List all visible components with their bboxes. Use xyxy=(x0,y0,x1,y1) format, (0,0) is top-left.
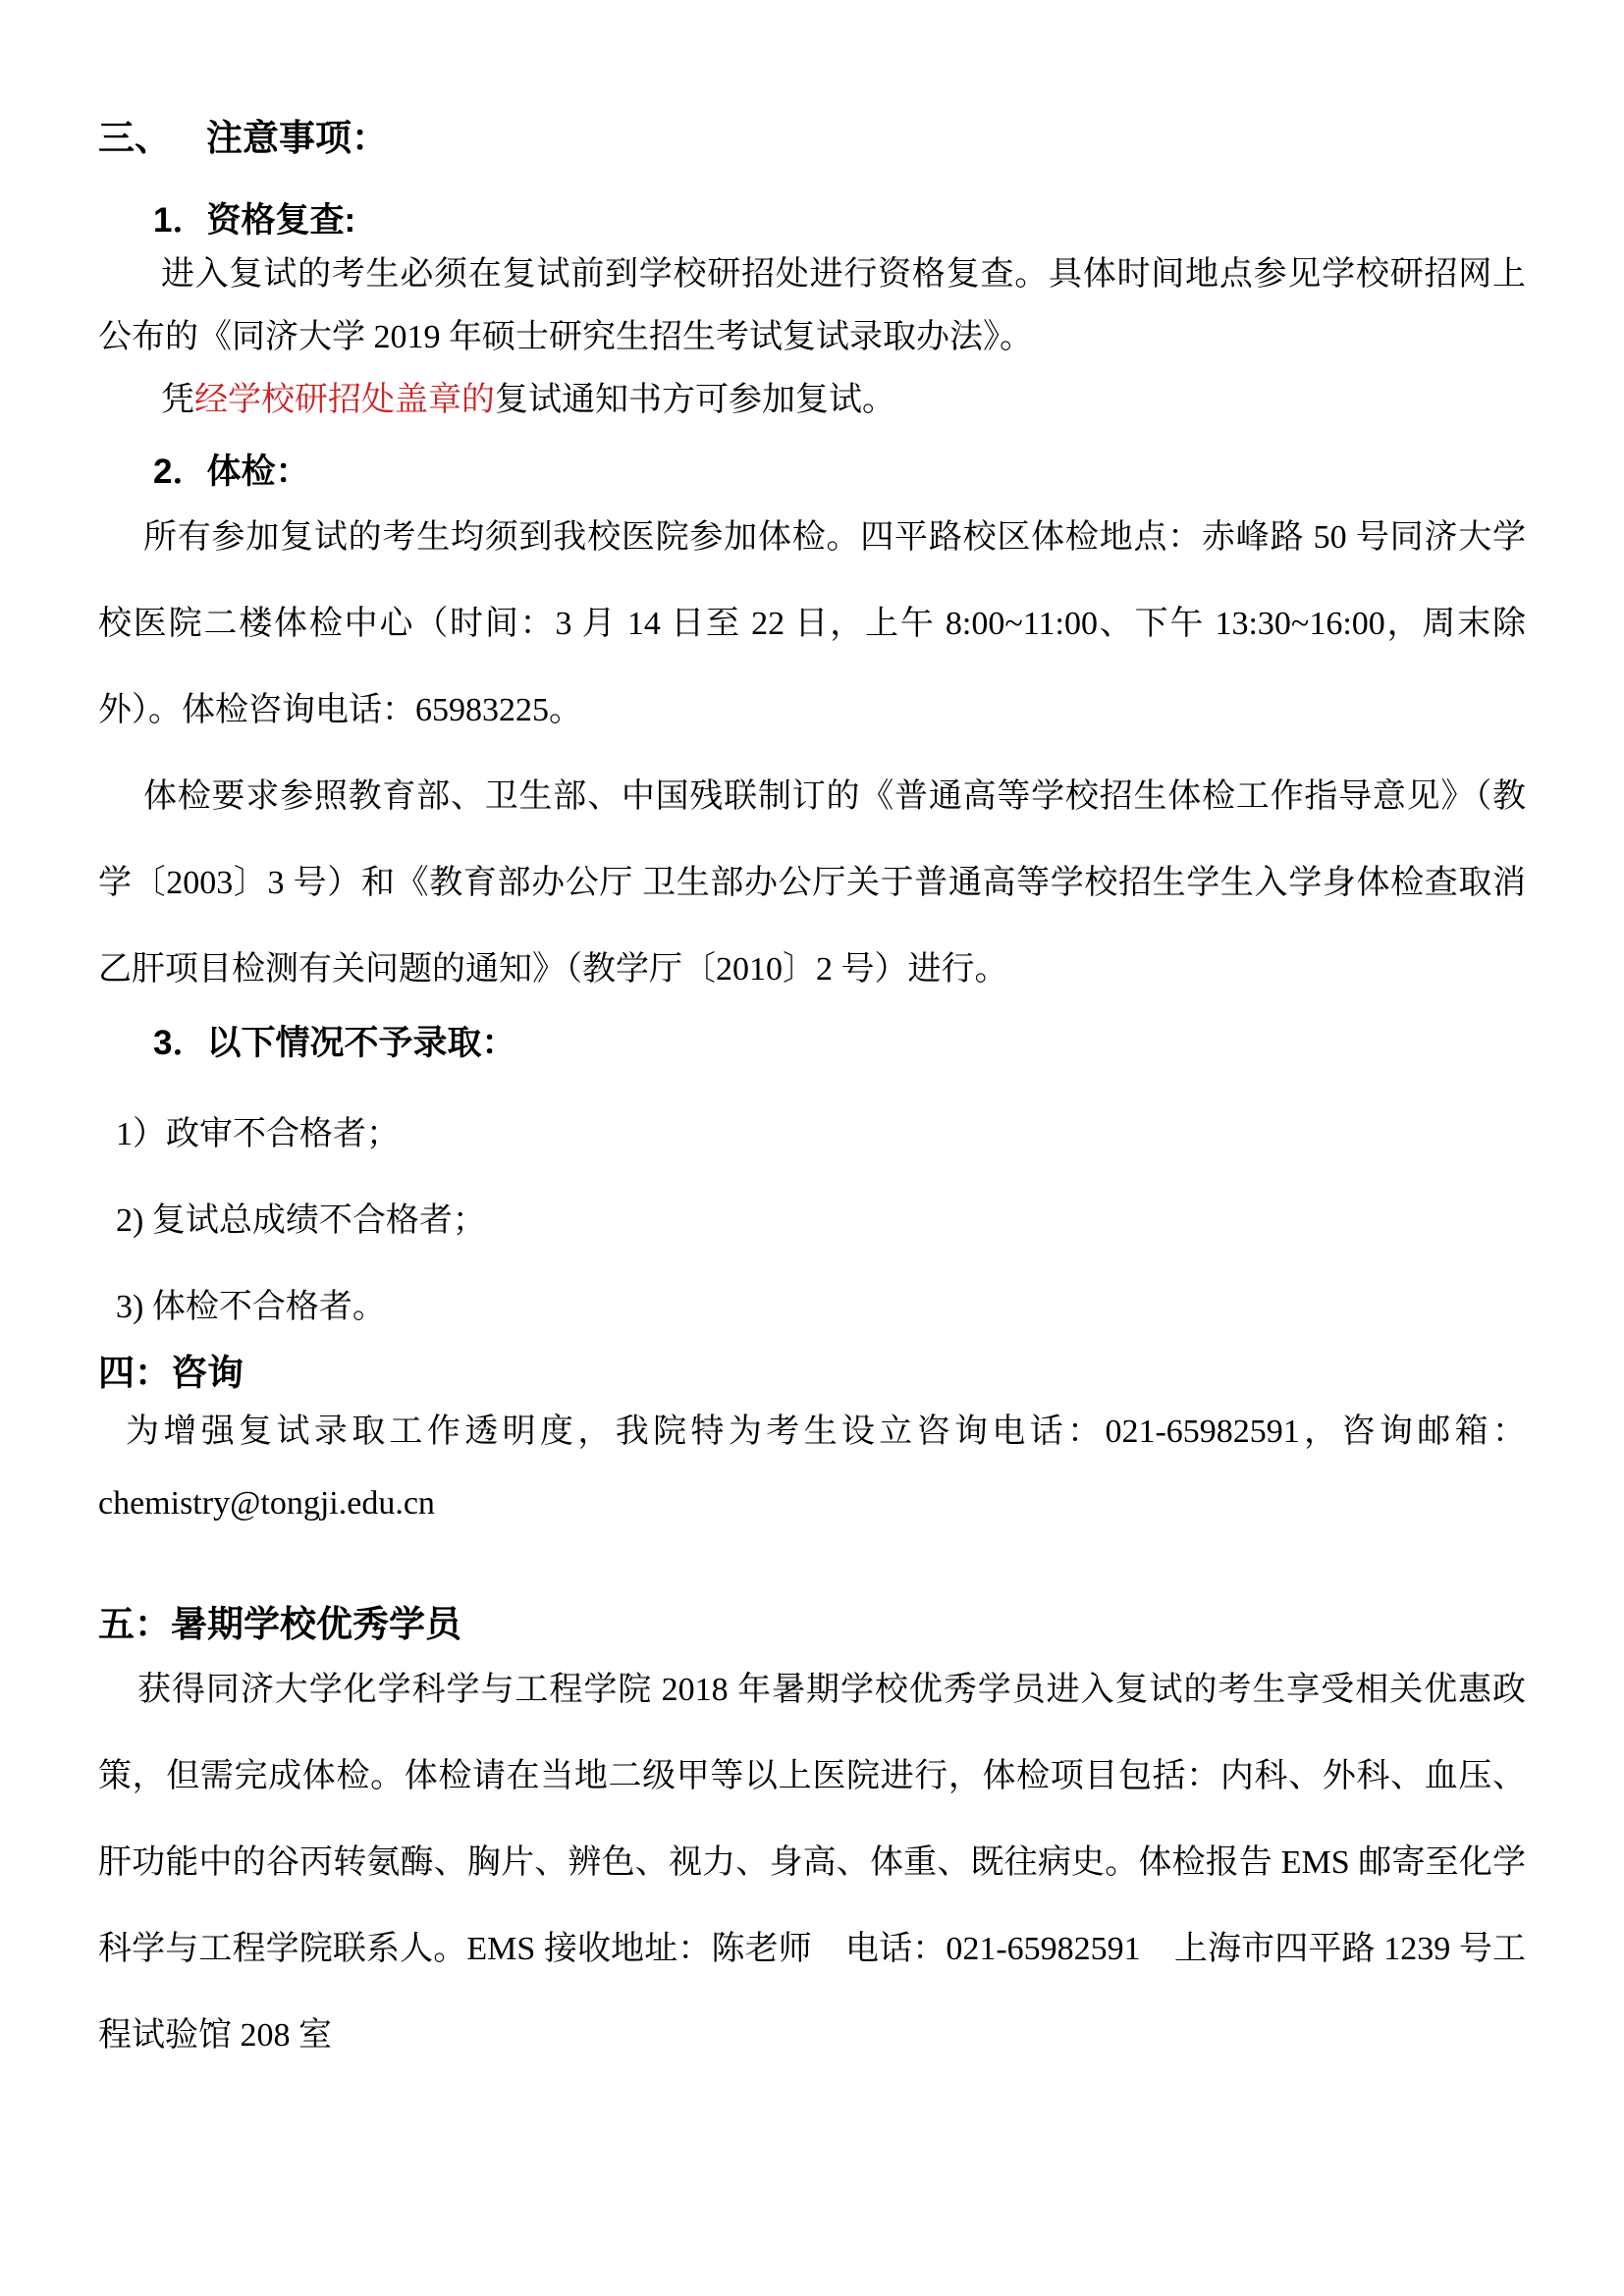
qualification-recheck-paragraph: 进入复试的考生必须在复试前到学校研招处进行资格复查。具体时间地点参见学校研招网上公布的《同济大学 2019 年硕士研究生招生考试复试录取办法》。 xyxy=(98,256,1526,355)
sub3-heading-rejection-cases: 3．以下情况不予录取： xyxy=(153,1024,516,1062)
section4-heading-consultation: 四：咨询 xyxy=(98,1353,244,1393)
rejection-cases-list xyxy=(98,1092,1526,1351)
section3-heading-title: 注意事项： xyxy=(206,118,388,158)
section5-heading-summer-school: 五：暑期学校优秀学员 xyxy=(98,1604,461,1644)
consultation-contact-paragraph: 为增强复试录取工作透明度，我院特为考生设立咨询电话：021-65982591，咨询邮箱：chemistry@tongji.edu.cn xyxy=(98,1414,1526,1522)
stamped-notice-prefix: 凭 xyxy=(161,382,194,418)
rejection-item-retest-score: 2) 复试总成绩不合格者； xyxy=(116,1202,486,1239)
stamped-notice-suffix: 复试通知书方可参加复试。 xyxy=(495,382,895,418)
section3-heading xyxy=(98,116,1526,161)
rejection-item-physical-exam: 3) 体检不合格者。 xyxy=(116,1289,386,1325)
stamped-notice-paragraph xyxy=(98,369,1526,432)
stamped-notice-red-text: 经学校研招处盖章的 xyxy=(194,382,495,418)
section3-heading-number: 三、 xyxy=(98,118,171,158)
rejection-item-political-review: 1）政审不合格者； xyxy=(116,1116,400,1152)
sub2-heading-physical-exam: 2．体检： xyxy=(153,453,310,491)
physical-exam-requirements-paragraph: 体检要求参照教育部、卫生部、中国残联制订的《普通高等学校招生体检工作指导意见》（教学〔2003〕3 号）和《教育部办公厅 卫生部办公厅关于普通高等学校招生学生入学身体检查取消乙肝项目检测有关问题的通知》（教学厅〔2010〕2 号）进行。 xyxy=(98,778,1526,988)
physical-exam-location-paragraph: 所有参加复试的考生均须到我校医院参加体检。四平路校区体检地点：赤峰路 50 号同济大学校医院二楼体检中心（时间：3 月 14 日至 22 日，上午 8:00~11:00、下午 13:30~16:00，周末除外）。体检咨询电话：65983225。 xyxy=(98,519,1526,728)
sub1-heading-qualification-recheck: 1．资格复查: xyxy=(153,201,356,240)
summer-school-policy-paragraph: 获得同济大学化学科学与工程学院 2018 年暑期学校优秀学员进入复试的考生享受相关优惠政策，但需完成体检。体检请在当地二级甲等以上医院进行，体检项目包括：内科、外科、血压、肝功能中的谷丙转氨酶、胸片、辨色、视力、身高、体重、既往病史。体检报告 EMS 邮寄至化学科学与工程学院联系人。EMS 接收地址：陈老师 电话：021-65982591 上海市四平路 1239 号工程试验馆 208 室 xyxy=(98,1672,1526,2054)
